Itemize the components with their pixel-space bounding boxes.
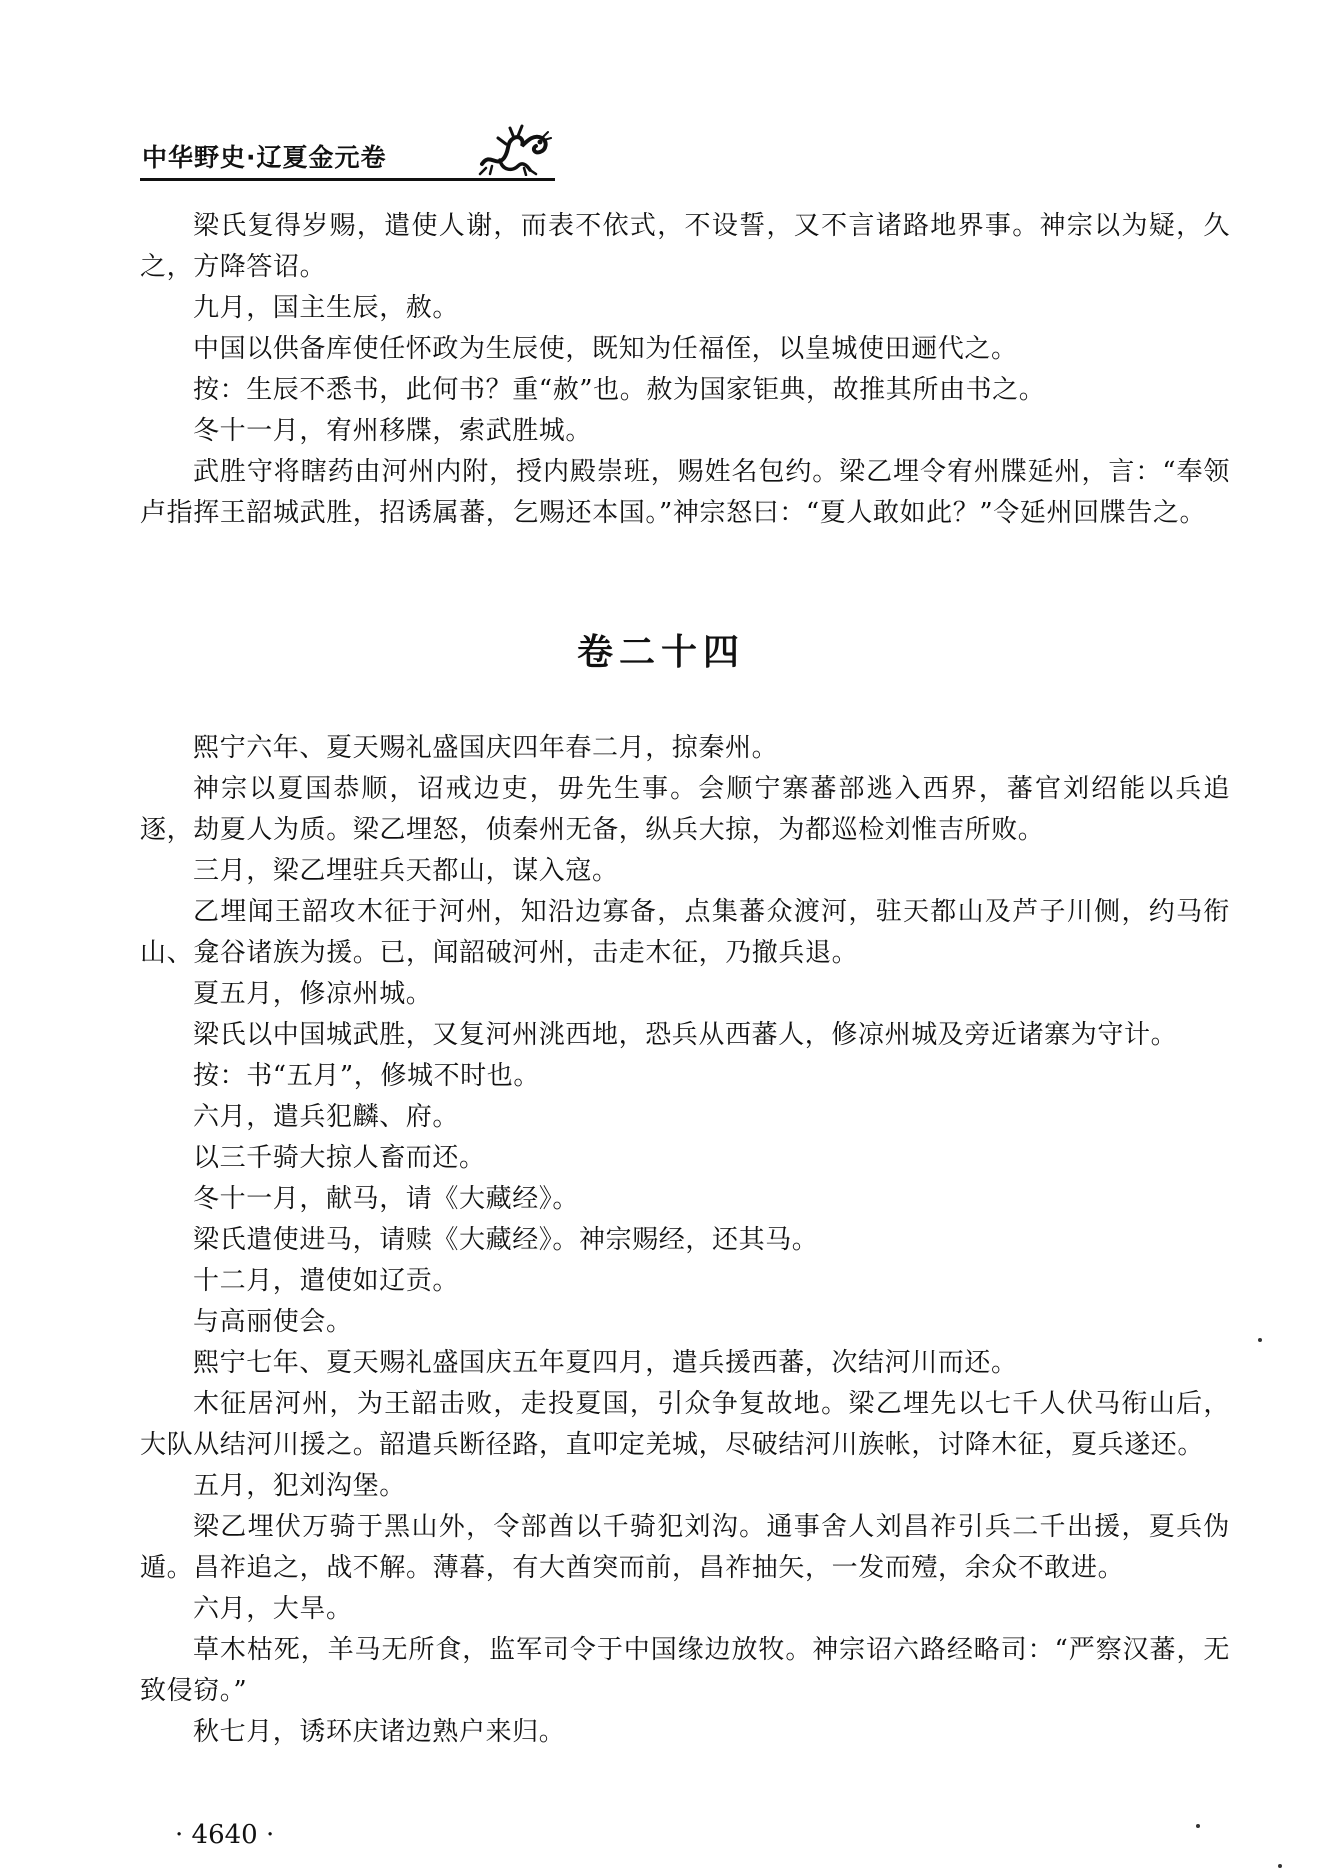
section-b-text (140, 728, 1230, 1753)
paragraph: 以三千骑大掠人畜而还。 (193, 1143, 486, 1173)
paragraph: 与高丽使会。 (193, 1307, 353, 1337)
paragraph: 九月，国主生辰，赦。 (193, 293, 460, 323)
paragraph: 中国以供备库使任怀政为生辰使，既知为任福侄，以皇城使田逦代之。 (193, 334, 1018, 364)
paragraph: 草木枯死，羊马无所食，监军司令于中国缘边放牧。神宗诏六路经略司：“严察汉蕃，无致侵窃。” (140, 1635, 1230, 1706)
paragraph: 夏五月，修凉州城。 (193, 979, 433, 1009)
scan-speck (1278, 1864, 1282, 1868)
book-title: 中华野史·辽夏金元卷 (142, 143, 387, 172)
paragraph: 冬十一月，献马，请《大藏经》。 (193, 1184, 580, 1214)
paragraph: 乙埋闻王韶攻木征于河州，知沿边寡备，点集蕃众渡河，驻天都山及芦子川侧，约马衔山、龛谷诸族为援。已，闻韶破河州，击走木征，乃撤兵退。 (140, 897, 1230, 968)
paragraph: 冬十一月，宥州移牒，索武胜城。 (193, 416, 593, 446)
page-number: · 4640 · (175, 1820, 275, 1850)
dragon-emblem-icon (476, 124, 552, 176)
paragraph: 梁乙埋伏万骑于黑山外，令部酋以千骑犯刘沟。通事舍人刘昌祚引兵二千出援，夏兵伪遁。昌祚追之，战不解。薄暮，有大酋突而前，昌祚抽矢，一发而殪，余众不敢进。 (140, 1512, 1230, 1583)
paragraph: 秋七月，诱环庆诸边熟户来归。 (193, 1717, 566, 1747)
paragraph: 神宗以夏国恭顺，诏戒边吏，毋先生事。会顺宁寨蕃部逃入西界，蕃官刘绍能以兵追逐，劫夏人为质。梁乙埋怒，侦秦州无备，纵兵大掠，为都巡检刘惟吉所败。 (140, 774, 1230, 845)
paragraph: 梁氏复得岁赐，遣使人谢，而表不依式，不设誓，又不言诸路地界事。神宗以为疑，久之，方降答诏。 (140, 211, 1230, 282)
running-header (140, 130, 560, 180)
paragraph: 五月，犯刘沟堡。 (193, 1471, 406, 1501)
paragraph: 熙宁七年、夏天赐礼盛国庆五年夏四月，遣兵援西蕃，次结河川而还。 (193, 1348, 1018, 1378)
paragraph: 梁氏以中国城武胜，又复河州洮西地，恐兵从西蕃人，修凉州城及旁近诸寨为守计。 (193, 1020, 1178, 1050)
paragraph: 十二月，遣使如辽贡。 (193, 1266, 460, 1296)
paragraph: 武胜守将瞎药由河州内附，授内殿崇班，赐姓名包约。梁乙埋令宥州牒延州，言：“奉领卢指挥王韶城武胜，招诱属蕃，乞赐还本国。”神宗怒曰：“夏人敢如此？”令延州回牒告之。 (140, 457, 1230, 528)
paragraph: 六月，大旱。 (193, 1594, 353, 1624)
scan-speck (1196, 1824, 1200, 1828)
paragraph: 按：生辰不悉书，此何书？重“赦”也。赦为国家钜典，故推其所由书之。 (193, 375, 1046, 405)
paragraph: 梁氏遣使进马，请赎《大藏经》。神宗赐经，还其马。 (193, 1225, 819, 1255)
paragraph: 木征居河州，为王韶击败，走投夏国，引众争复故地。梁乙埋先以七千人伏马衔山后，大队从结河川援之。韶遣兵断径路，直叩定羌城，尽破结河川族帐，讨降木征，夏兵遂还。 (140, 1389, 1230, 1460)
header-rule (140, 178, 555, 181)
paragraph: 三月，梁乙埋驻兵天都山，谋入寇。 (193, 856, 619, 886)
paragraph: 熙宁六年、夏天赐礼盛国庆四年春二月，掠秦州。 (193, 733, 779, 763)
paragraph: 按：书“五月”，修城不时也。 (193, 1061, 540, 1091)
chapter-title: 卷二十四 (576, 632, 745, 673)
scan-speck (1258, 1338, 1262, 1342)
section-a-text (140, 206, 1230, 534)
paragraph: 六月，遣兵犯麟、府。 (193, 1102, 460, 1132)
